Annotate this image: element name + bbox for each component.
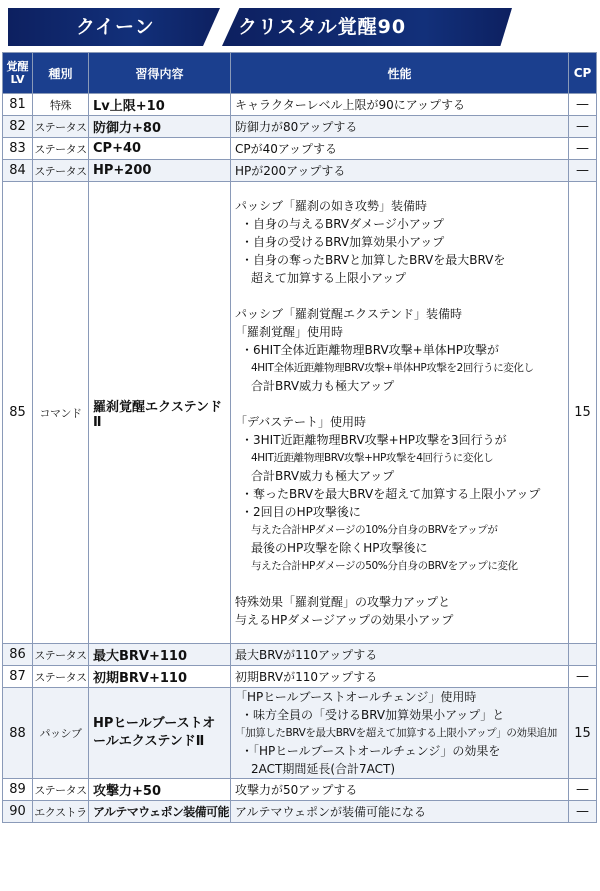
cell-skill: 最大BRV+110 xyxy=(89,644,231,666)
effect-line: 「羅刹覚醒」使用時 xyxy=(235,324,344,339)
cell-category: エクストラ xyxy=(33,801,89,823)
effect-line: キャラクターレベル上限が90にアップする xyxy=(235,97,465,112)
cell-cp xyxy=(569,644,597,666)
effect-line: アルテマウェポンが装備可能になる xyxy=(235,804,427,819)
cell-effect xyxy=(231,688,569,779)
cell-category: ステータス xyxy=(33,644,89,666)
cell-effect xyxy=(231,138,569,160)
cell-lv: 83 xyxy=(3,138,33,160)
effect-line: 2ACT期間延長(合計7ACT) xyxy=(251,762,396,776)
effect-line: 与えた合計HPダメージの50%分自身のBRVをアップに変化 xyxy=(251,559,518,572)
cell-lv: 88 xyxy=(3,688,33,779)
effect-line: 初期BRVが110アップする xyxy=(235,669,378,684)
effect-line: 最後のHP攻撃を除くHP攻撃後に xyxy=(251,540,428,555)
cell-category: ステータス xyxy=(33,779,89,801)
effect-line: 超えて加算する上限小アップ xyxy=(251,270,407,285)
cell-skill: HP+200 xyxy=(89,160,231,182)
effect-line: HPが200アップする xyxy=(235,163,346,178)
cell-lv: 85 xyxy=(3,182,33,644)
effect-line xyxy=(235,395,564,413)
cell-lv: 87 xyxy=(3,666,33,688)
cell-skill: 攻撃力+50 xyxy=(89,779,231,801)
table-row xyxy=(3,160,597,182)
cell-lv: 81 xyxy=(3,94,33,116)
page-header xyxy=(0,0,600,52)
cell-category: ステータス xyxy=(33,666,89,688)
cell-lv: 89 xyxy=(3,779,33,801)
col-header-skill: 習得内容 xyxy=(89,53,231,94)
cell-skill: アルテマウェポン装備可能 xyxy=(89,801,231,823)
cell-cp: — xyxy=(569,801,597,823)
effect-line: 特殊効果「羅刹覚醒」の攻撃力アップと xyxy=(235,594,451,609)
effect-line xyxy=(235,575,564,593)
table-row xyxy=(3,779,597,801)
cell-skill: HPヒールブーストオールエクステンドⅡ xyxy=(89,688,231,779)
effect-line: 「HPヒールブーストオールチェンジ」使用時 xyxy=(235,690,477,704)
awakening-table xyxy=(2,52,596,823)
section-title: クリスタル覚醒90 xyxy=(238,16,407,38)
cell-cp: — xyxy=(569,116,597,138)
cell-skill: Lv上限+10 xyxy=(89,94,231,116)
table-row xyxy=(3,801,597,823)
effect-line: パッシブ「羅刹の如き攻勢」装備時 xyxy=(235,198,428,213)
cell-cp: 15 xyxy=(569,688,597,779)
effect-line: 合計BRV威力も極大アップ xyxy=(251,468,395,483)
cell-lv: 82 xyxy=(3,116,33,138)
cell-category: ステータス xyxy=(33,138,89,160)
cell-cp: 15 xyxy=(569,182,597,644)
effect-line: 合計BRV威力も極大アップ xyxy=(251,378,395,393)
cell-skill: CP+40 xyxy=(89,138,231,160)
effect-line: 「加算したBRVを最大BRVを超えて加算する上限小アップ」の効果追加 xyxy=(235,727,557,739)
cell-category: 特殊 xyxy=(33,94,89,116)
cell-lv: 86 xyxy=(3,644,33,666)
cell-effect xyxy=(231,160,569,182)
table-row xyxy=(3,688,597,779)
character-name: クイーン xyxy=(76,16,155,38)
cell-skill: 初期BRV+110 xyxy=(89,666,231,688)
cell-cp: — xyxy=(569,138,597,160)
effect-line: 「デバステート」使用時 xyxy=(235,414,367,429)
effect-line: ・自身の与えるBRVダメージ小アップ xyxy=(241,216,445,231)
game-logo-icon xyxy=(6,2,68,50)
cell-effect xyxy=(231,801,569,823)
effect-line: ・6HIT全体近距離物理BRV攻撃+単体HP攻撃が xyxy=(241,342,499,357)
cell-skill: 羅刹覚醒エクステンドⅡ xyxy=(89,182,231,644)
effect-line: ・2回目のHP攻撃後に xyxy=(241,504,361,519)
col-header-effect: 性能 xyxy=(231,53,569,94)
effect-line: 4HIT全体近距離物理BRV攻撃+単体HP攻撃を2回行うに変化し xyxy=(251,361,534,374)
col-header-cp: CP xyxy=(569,53,597,94)
cell-category: ステータス xyxy=(33,116,89,138)
table-header-row xyxy=(3,53,597,94)
effect-line: 攻撃力が50アップする xyxy=(235,782,358,797)
effect-line: ・自身の奪ったBRVと加算したBRVを最大BRVを xyxy=(241,252,506,267)
effect-line: ・味方全員の「受けるBRV加算効果小アップ」と xyxy=(241,708,505,722)
effect-line: ・3HIT近距離物理BRV攻撃+HP攻撃を3回行うが xyxy=(241,432,507,447)
effect-line: ・「HPヒールブーストオールチェンジ」の効果を xyxy=(241,744,501,758)
cell-category: ステータス xyxy=(33,160,89,182)
effect-line xyxy=(235,287,564,305)
cell-category: パッシブ xyxy=(33,688,89,779)
table-row xyxy=(3,116,597,138)
cell-effect xyxy=(231,666,569,688)
cell-lv: 90 xyxy=(3,801,33,823)
col-header-category: 種別 xyxy=(33,53,89,94)
cell-effect xyxy=(231,644,569,666)
cell-effect xyxy=(231,779,569,801)
cell-category: コマンド xyxy=(33,182,89,644)
effect-line: CPが40アップする xyxy=(235,141,338,156)
table-row xyxy=(3,644,597,666)
cell-cp: — xyxy=(569,779,597,801)
cell-effect xyxy=(231,116,569,138)
cell-skill: 防御力+80 xyxy=(89,116,231,138)
table-row xyxy=(3,666,597,688)
table-row xyxy=(3,138,597,160)
cell-cp: — xyxy=(569,160,597,182)
cell-effect xyxy=(231,182,569,644)
effect-line: ・奪ったBRVを最大BRVを超えて加算する上限小アップ xyxy=(241,486,541,501)
cell-effect xyxy=(231,94,569,116)
table-row xyxy=(3,182,597,644)
cell-lv: 84 xyxy=(3,160,33,182)
col-header-lv xyxy=(3,53,33,94)
effect-line: 4HIT近距離物理BRV攻撃+HP攻撃を4回行うに変化し xyxy=(251,451,494,464)
cell-cp: — xyxy=(569,666,597,688)
effect-line: ・自身の受けるBRV加算効果小アップ xyxy=(241,234,445,249)
effect-line: 防御力が80アップする xyxy=(235,119,358,134)
cell-cp: — xyxy=(569,94,597,116)
effect-line: パッシブ「羅刹覚醒エクステンド」装備時 xyxy=(235,306,463,321)
effect-line: 与えるHPダメージアップの効果小アップ xyxy=(235,612,454,627)
table-row xyxy=(3,94,597,116)
col-header-lv-text: 覚醒 LV xyxy=(6,60,29,86)
effect-line: 最大BRVが110アップする xyxy=(235,647,378,662)
effect-line: 与えた合計HPダメージの10%分自身のBRVをアップが xyxy=(251,523,498,536)
